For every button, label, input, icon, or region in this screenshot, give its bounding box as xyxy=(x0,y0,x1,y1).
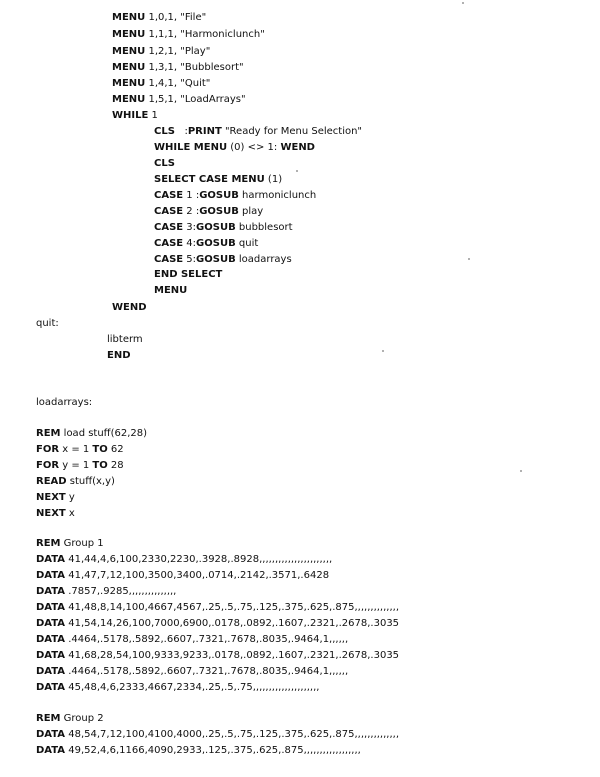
code-line-while-menu: WHILE MENU (0) <> 1: WEND xyxy=(154,142,315,153)
code-line-menu-quit: MENU 1,4,1, "Quit" xyxy=(112,78,211,89)
code-line-data: DATA 41,47,7,12,100,3500,3400,.0714,.2142,.3571,.6428 xyxy=(36,570,330,581)
code-line-rem-group-1: REM Group 1 xyxy=(36,538,104,549)
code-line-rem-group-2: REM Group 2 xyxy=(36,713,104,724)
code-line-case-1: CASE 1 :GOSUB harmoniclunch xyxy=(154,190,317,201)
code-line-data: DATA 41,48,8,14,100,4667,4567,.25,.5,.75,.125,.375,.625,.875,,,,,,,,,,,,,, xyxy=(36,602,399,613)
code-line-data: DATA 41,44,4,6,100,2330,2230,.3928,.8928,,,,,,,,,,,,,,,,,,,,,,, xyxy=(36,554,333,565)
code-line-rem-load: REM load stuff(62,28) xyxy=(36,428,148,439)
code-line-libterm: libterm xyxy=(107,334,143,345)
code-line-menu: MENU xyxy=(154,285,188,296)
code-line-data: DATA 45,48,4,6,2333,4667,2334,.25,.5,.75,,,,,,,,,,,,,,,,,,,,, xyxy=(36,682,320,693)
code-line-menu-play: MENU 1,2,1, "Play" xyxy=(112,46,211,57)
code-line-data: DATA 49,52,4,6,1166,4090,2933,.125,.375,.625,.875,,,,,,,,,,,,,,,,,, xyxy=(36,745,361,756)
code-line-data: DATA 48,54,7,12,100,4100,4000,.25,.5,.75,.125,.375,.625,.875,,,,,,,,,,,,,, xyxy=(36,729,399,740)
code-line-data: DATA .4464,.5178,.5892,.6607,.7321,.7678,.8035,.9464,1,,,,,, xyxy=(36,634,349,645)
code-line-read: READ stuff(x,y) xyxy=(36,476,115,487)
code-line-cls-print: CLS :PRINT "Ready for Menu Selection" xyxy=(154,126,363,137)
code-line-end-select: END SELECT xyxy=(154,269,223,280)
code-line-menu-harmoniclunch: MENU 1,1,1, "Harmoniclunch" xyxy=(112,29,265,40)
code-line-case-4: CASE 4:GOSUB quit xyxy=(154,238,259,249)
code-line-menu-loadarrays: MENU 1,5,1, "LoadArrays" xyxy=(112,94,246,105)
code-line-data: DATA .4464,.5178,.5892,.6607,.7321,.7678,.8035,.9464,1,,,,,, xyxy=(36,666,349,677)
code-line-data: DATA 41,54,14,26,100,7000,6900,.0178,.0892,.1607,.2321,.2678,.3035 xyxy=(36,618,400,629)
label-quit: quit: xyxy=(36,318,59,329)
code-line-for-y: FOR y = 1 TO 28 xyxy=(36,460,124,471)
code-line-case-2: CASE 2 :GOSUB play xyxy=(154,206,264,217)
code-line-end: END xyxy=(107,350,131,361)
code-line-while: WHILE 1 xyxy=(112,110,158,121)
code-line-data: DATA .7857,.9285,,,,,,,,,,,,,,, xyxy=(36,586,177,597)
code-line-data: DATA 41,68,28,54,100,9333,9233,.0178,.0892,.1607,.2321,.2678,.3035 xyxy=(36,650,400,661)
code-line-wend: WEND xyxy=(112,302,147,313)
code-line-menu-file: MENU 1,0,1, "File" xyxy=(112,12,207,23)
code-line-case-3: CASE 3:GOSUB bubblesort xyxy=(154,222,293,233)
code-line-next-y: NEXT y xyxy=(36,492,75,503)
code-line-select-case: SELECT CASE MENU (1) xyxy=(154,174,283,185)
label-loadarrays: loadarrays: xyxy=(36,397,93,408)
code-line-for-x: FOR x = 1 TO 62 xyxy=(36,444,124,455)
code-line-cls: CLS xyxy=(154,158,175,169)
code-line-menu-bubblesort: MENU 1,3,1, "Bubblesort" xyxy=(112,62,244,73)
code-line-next-x: NEXT x xyxy=(36,508,75,519)
code-line-case-5: CASE 5:GOSUB loadarrays xyxy=(154,254,292,265)
